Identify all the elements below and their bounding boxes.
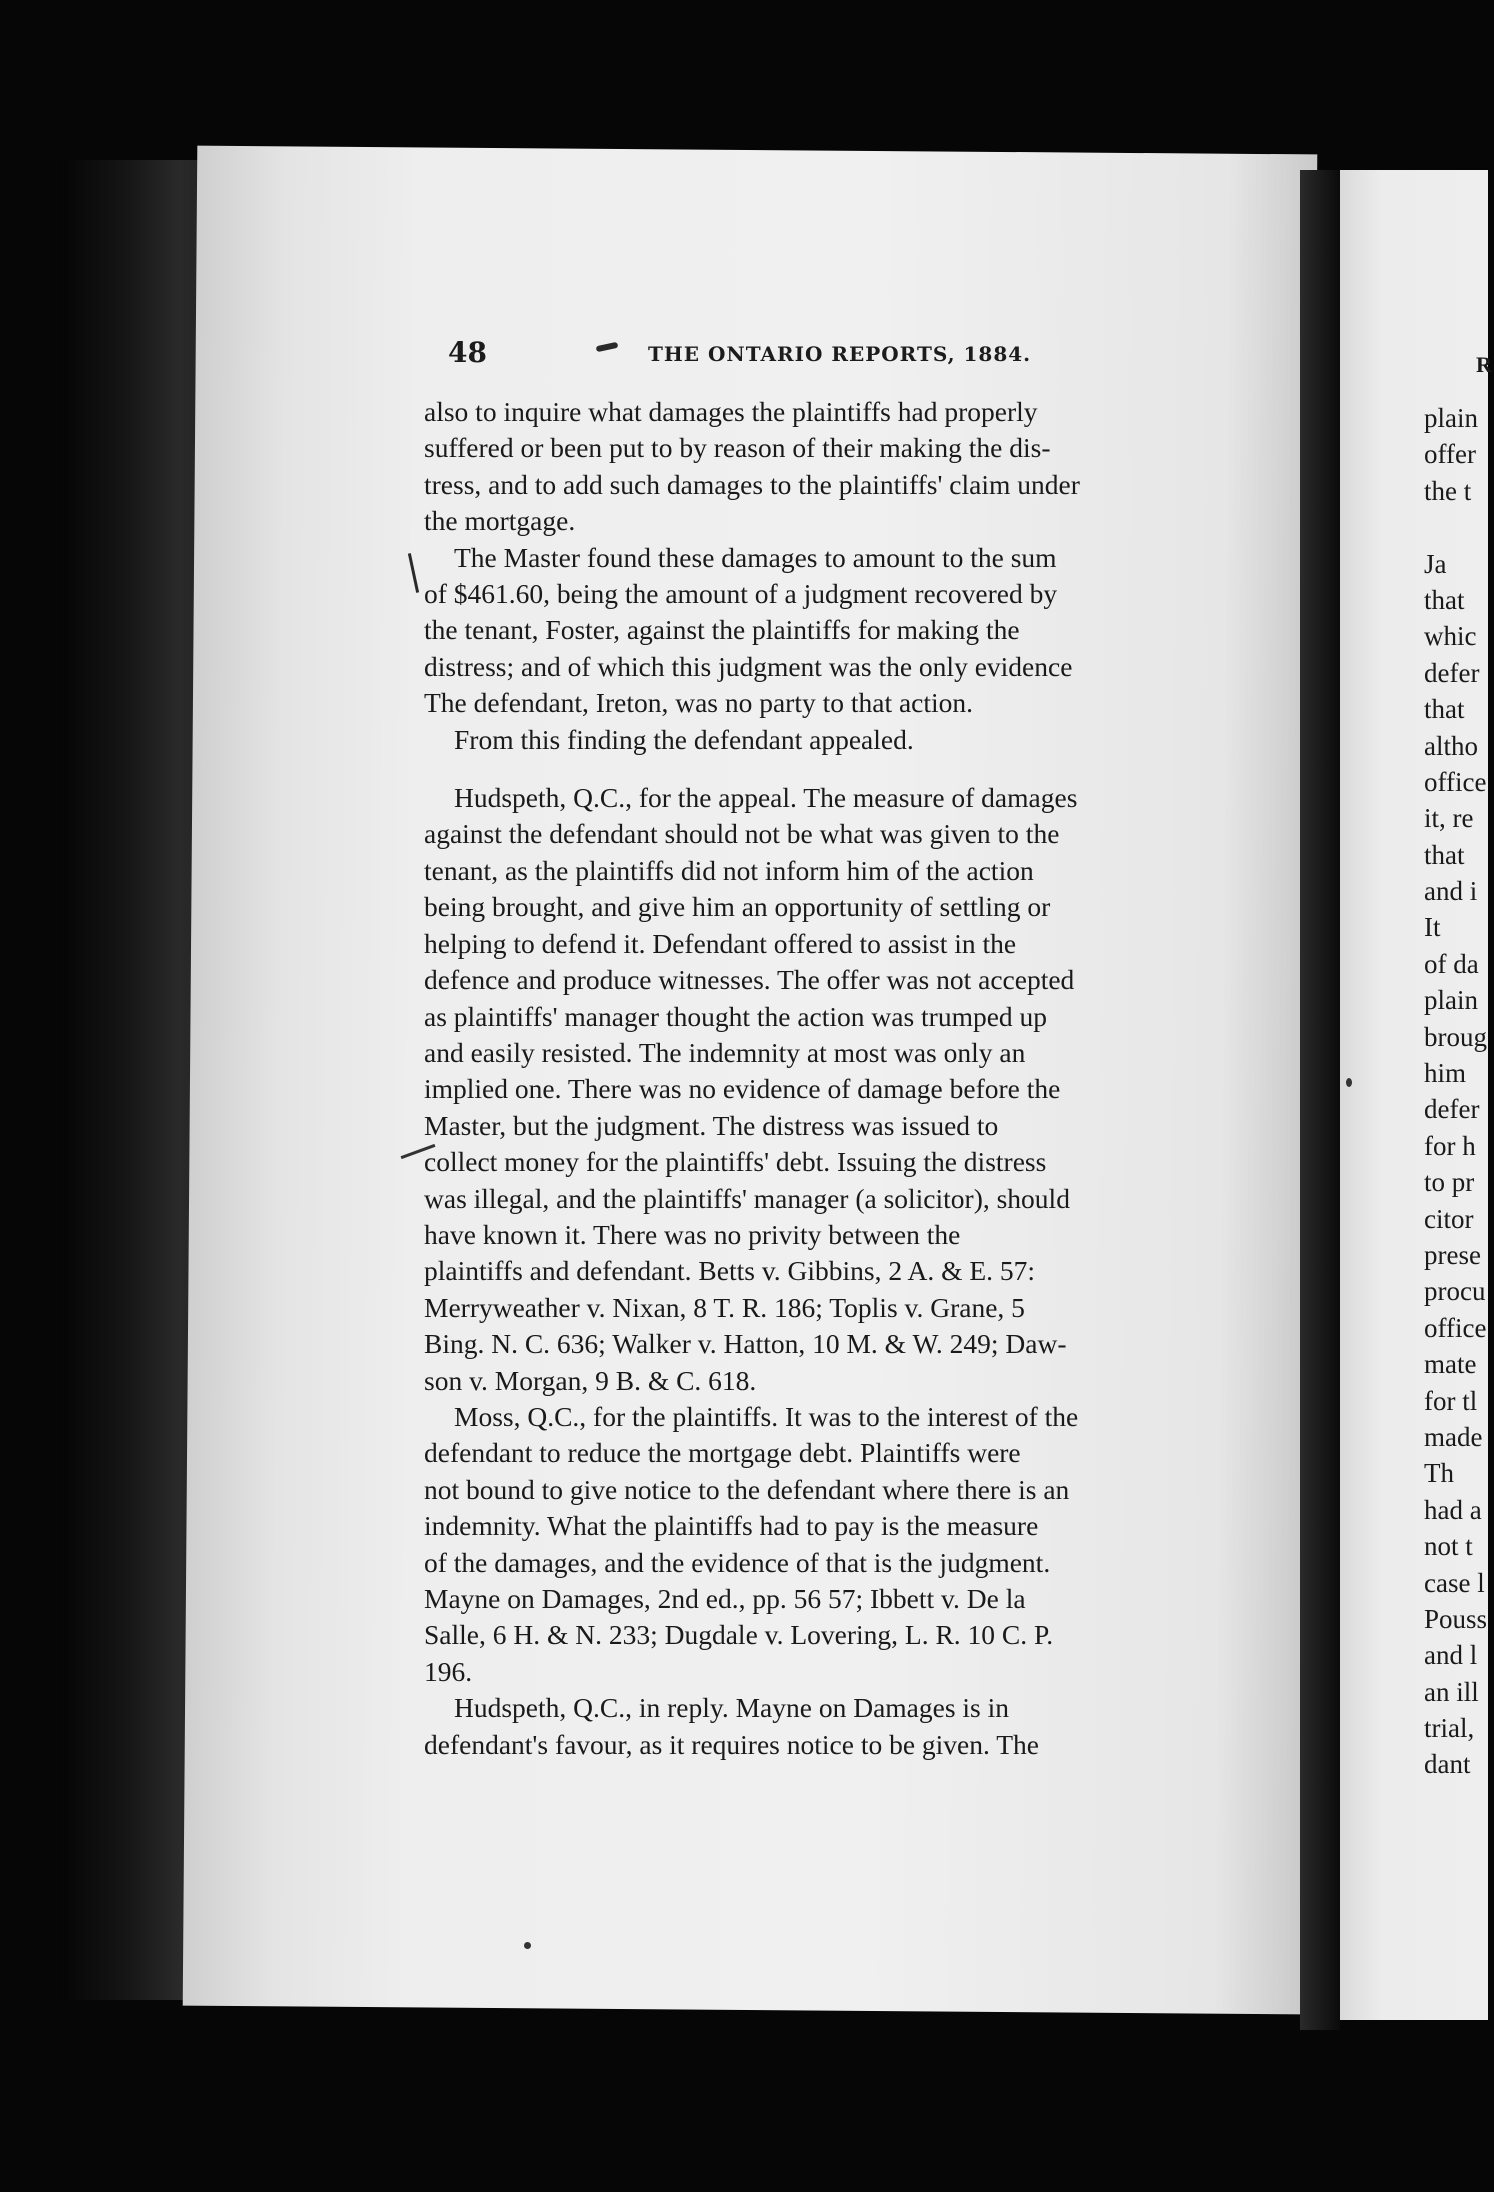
- right-page-line-fragment: and i: [1424, 876, 1478, 907]
- right-page-line-fragment: him: [1424, 1058, 1467, 1089]
- right-page-line-fragment: broug: [1424, 1021, 1487, 1052]
- right-page-line-fragment: office: [1424, 1312, 1487, 1343]
- right-page-line-fragment: that: [1424, 694, 1465, 725]
- text-line: defendant to reduce the mortgage debt. Plaintiffs were: [424, 1437, 1021, 1469]
- right-page-line-fragment: prese: [1424, 1239, 1481, 1270]
- right-page-line-fragment: for h: [1424, 1130, 1476, 1161]
- text-line: son v. Morgan, 9 B. & C. 618.: [424, 1364, 757, 1396]
- text-line: Bing. N. C. 636; Walker v. Hatton, 10 M. & W. 249; Daw-: [424, 1328, 1067, 1360]
- right-page-line-fragment: the t: [1424, 475, 1472, 506]
- text-line: Hudspeth, Q.C., for the appeal. The measure of damages: [454, 782, 1078, 814]
- text-line: and easily resisted. The indemnity at most was only an: [424, 1036, 1026, 1068]
- right-page-line-fragment: of da: [1424, 948, 1479, 979]
- right-page-line-fragment: office: [1424, 766, 1487, 797]
- text-line: was illegal, and the plaintiffs' manager (a solicitor), should: [424, 1182, 1070, 1214]
- right-page-line-fragment: whic: [1424, 621, 1477, 652]
- right-page-lines: [1424, 400, 1494, 1783]
- right-page-text: [1424, 352, 1494, 1783]
- text-line: implied one. There was no evidence of damage before the: [424, 1073, 1061, 1105]
- text-line: of $461.60, being the amount of a judgment recovered by: [424, 578, 1058, 610]
- page-header: [448, 332, 1048, 376]
- right-page-line-fragment: that: [1424, 839, 1465, 870]
- right-page-line-fragment: an ill: [1424, 1676, 1479, 1707]
- right-page-line-fragment: that: [1424, 584, 1465, 615]
- text-line: distress; and of which this judgment was the only evidence: [424, 650, 1073, 682]
- text-line: Master, but the judgment. The distress was issued to: [424, 1109, 999, 1141]
- text-line: tenant, as the plaintiffs did not inform him of the action: [424, 854, 1034, 886]
- right-page-line-fragment: procu: [1424, 1276, 1486, 1307]
- text-line: Salle, 6 H. & N. 233; Dugdale v. Lovering, L. R. 10 C. P.: [424, 1619, 1054, 1651]
- text-line: collect money for the plaintiffs' debt. Issuing the distress: [424, 1146, 1047, 1178]
- right-page-line-fragment: Pouss: [1424, 1603, 1488, 1634]
- text-line: the tenant, Foster, against the plaintiffs for making the: [424, 614, 1020, 646]
- right-page-line-fragment: not t: [1424, 1531, 1473, 1562]
- ink-speck: [1346, 1078, 1352, 1087]
- right-page-line-fragment: citor: [1424, 1203, 1474, 1234]
- text-line: the mortgage.: [424, 505, 576, 537]
- text-line: suffered or been put to by reason of their making the dis-: [424, 432, 1051, 464]
- text-line: being brought, and give him an opportunity of settling or: [424, 891, 1051, 923]
- text-line: Moss, Q.C., for the plaintiffs. It was to the interest of the: [454, 1400, 1079, 1432]
- paragraph: [424, 540, 1194, 722]
- right-page-line-fragment: plain: [1424, 403, 1478, 433]
- right-page-line-fragment: for tl: [1424, 1385, 1478, 1416]
- paragraph: [424, 1399, 1194, 1690]
- paragraph: [424, 1690, 1194, 1763]
- text-line: of the damages, and the evidence of that is the judgment.: [424, 1546, 1051, 1578]
- right-page-line-fragment: offer: [1424, 439, 1476, 470]
- right-page-line-fragment: defer: [1424, 657, 1480, 688]
- right-page-line-fragment: mate: [1424, 1349, 1477, 1380]
- right-page-line-fragment: plain: [1424, 985, 1478, 1016]
- right-page-line-fragment: made: [1424, 1421, 1483, 1452]
- text-line: also to inquire what damages the plaintiffs had properly: [424, 396, 1038, 427]
- right-page-line-fragment: had a: [1424, 1494, 1482, 1525]
- right-page-line-fragment: defer: [1424, 1094, 1480, 1125]
- right-page-line-fragment: It: [1424, 912, 1441, 943]
- paragraph: [424, 780, 1194, 1399]
- right-page-line-fragment: trial,: [1424, 1713, 1475, 1744]
- right-page-line-fragment: altho: [1424, 730, 1478, 761]
- page-gutter: [1300, 170, 1340, 2030]
- right-page-line-fragment: and l: [1424, 1640, 1478, 1671]
- ink-mark-icon: [596, 342, 619, 352]
- text-line: From this finding the defendant appealed.: [454, 723, 914, 755]
- text-line: against the defendant should not be what was given to the: [424, 818, 1060, 850]
- right-page-line-fragment: [1424, 509, 1494, 545]
- text-line: Mayne on Damages, 2nd ed., pp. 56 57; Ibbett v. De la: [424, 1583, 1026, 1614]
- page-body: [424, 394, 1194, 1763]
- right-page-line-fragment: Th: [1424, 1458, 1454, 1489]
- text-line: Merryweather v. Nixan, 8 T. R. 186; Toplis v. Grane, 5: [424, 1291, 1025, 1323]
- text-line: defendant's favour, as it requires notice to be given. The: [424, 1728, 1040, 1760]
- page-number: 48: [448, 336, 487, 369]
- text-line: Hudspeth, Q.C., in reply. Mayne on Damages is in: [454, 1692, 1010, 1724]
- text-line: defence and produce witnesses. The offer was not accepted: [424, 964, 1075, 996]
- paragraph: [424, 722, 1194, 758]
- right-page-line-fragment: case l: [1424, 1567, 1485, 1598]
- right-page-line-fragment: it, re: [1424, 803, 1474, 834]
- paragraph: [424, 394, 1194, 540]
- text-line: indemnity. What the plaintiffs had to pay is the measure: [424, 1510, 1039, 1542]
- running-head: THE ONTARIO REPORTS, 1884.: [648, 342, 1032, 366]
- text-line: plaintiffs and defendant. Betts v. Gibbins, 2 A. & E. 57:: [424, 1255, 1036, 1287]
- right-page-line-fragment: Ja: [1424, 548, 1447, 579]
- right-page-line-fragment: to pr: [1424, 1167, 1475, 1198]
- text-line: as plaintiffs' manager thought the action was trumped up: [424, 1000, 1048, 1032]
- text-line: 196.: [424, 1655, 473, 1687]
- right-page-header-fragment: R: [1476, 352, 1492, 377]
- ink-speck: [524, 1942, 531, 1949]
- text-line: not bound to give notice to the defendant where there is an: [424, 1473, 1070, 1505]
- text-line: tress, and to add such damages to the plaintiffs' claim under: [424, 468, 1080, 500]
- text-line: have known it. There was no privity between the: [424, 1218, 961, 1250]
- text-line: The Master found these damages to amount to the sum: [454, 541, 1057, 573]
- text-line: helping to defend it. Defendant offered to assist in the: [424, 927, 1017, 959]
- right-page-line-fragment: dant: [1424, 1749, 1471, 1780]
- text-line: The defendant, Ireton, was no party to that action.: [424, 687, 974, 719]
